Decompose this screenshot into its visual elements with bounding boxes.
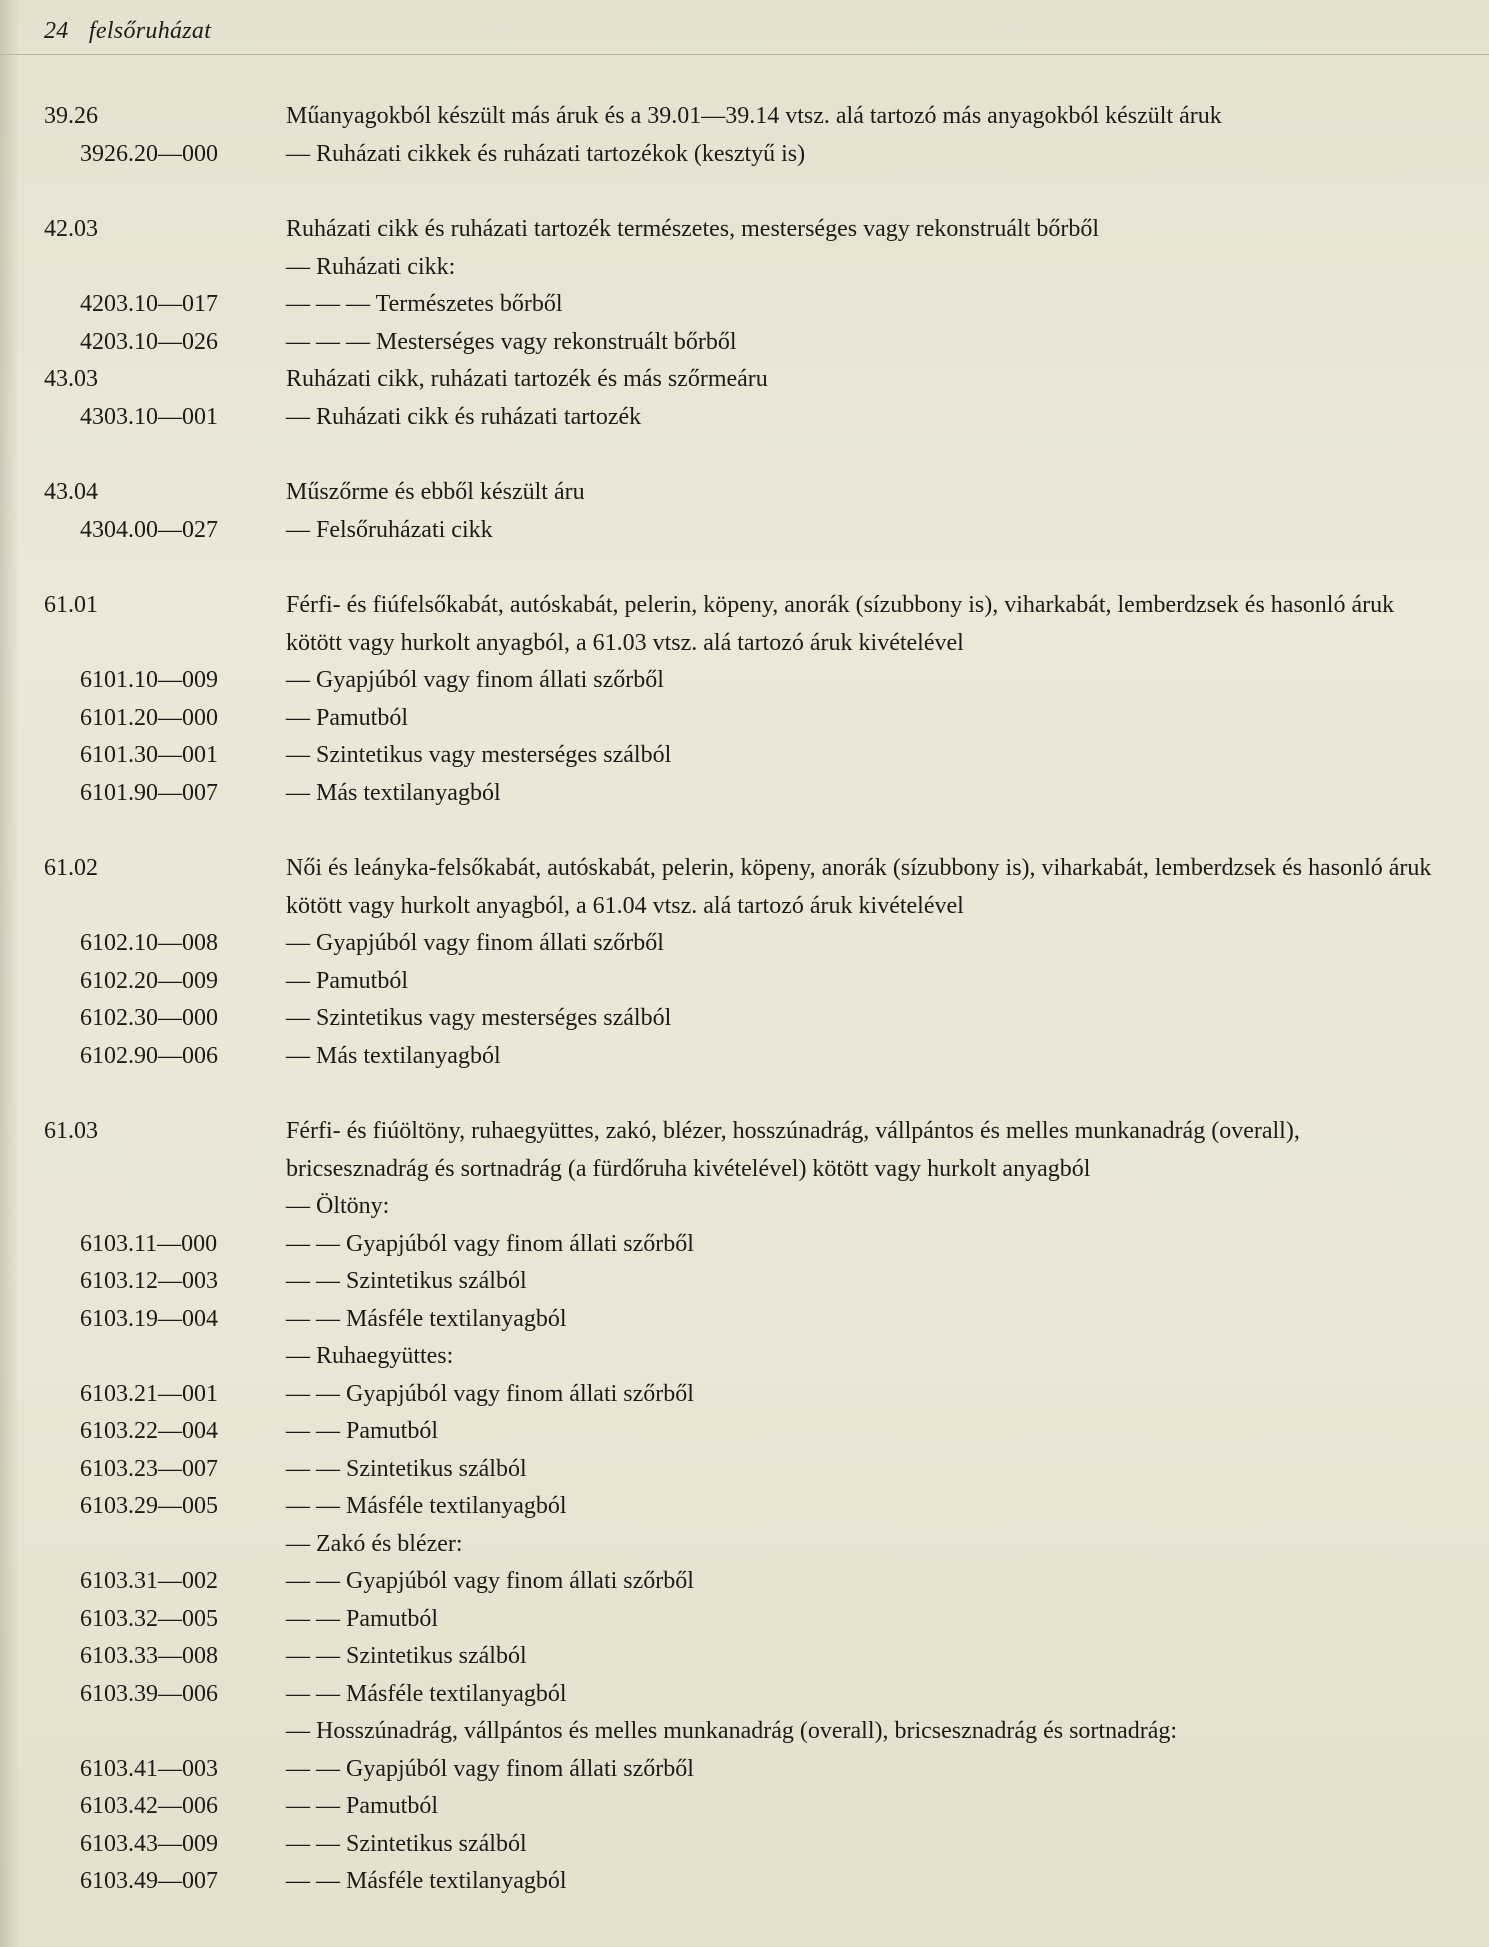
indent-dashes: — — (286, 1793, 346, 1819)
tariff-description (286, 1526, 1446, 1564)
indent-dashes: — (286, 667, 316, 693)
tariff-code: 61.03 (44, 1118, 98, 1144)
tariff-code: 61.01 (44, 592, 98, 618)
indent-dashes: — — (286, 1455, 346, 1482)
description-text: Pamutból (346, 1418, 439, 1444)
description-text: Szintetikus szálból (346, 1268, 527, 1294)
indent-dashes: — (286, 930, 316, 956)
description-text: Más textilanyagból (316, 779, 501, 806)
tariff-subitem-row (0, 1263, 1489, 1301)
tariff-subitem-row (0, 399, 1489, 437)
tariff-description (286, 850, 1446, 925)
tariff-code: 6101.10—009 (80, 667, 218, 693)
description-text: Ruházati cikk és ruházati tartozék természetes, mesterséges vagy rekonstruált bőrből (286, 216, 1100, 242)
indent-dashes: — — (286, 1380, 346, 1407)
description-text: Zakó és blézer: (316, 1530, 463, 1557)
indent-dashes: — — (286, 1830, 346, 1857)
indent-dashes: — (286, 779, 316, 806)
tariff-description (286, 1451, 1446, 1489)
tariff-subitem-row (0, 1638, 1489, 1676)
tariff-description (286, 399, 1446, 437)
indent-dashes: — (286, 742, 316, 768)
tariff-code: 6103.43—009 (80, 1830, 218, 1857)
description-text: Ruházati cikk, ruházati tartozék és más szőrmeáru (286, 366, 768, 392)
tariff-description (286, 1000, 1446, 1038)
tariff-subitem-row (0, 1788, 1489, 1826)
tariff-heading-row (0, 98, 1489, 136)
indent-dashes: — — — (286, 291, 376, 317)
indent-dashes: — (286, 403, 316, 430)
description-text: Gyapjúból vagy finom állati szőrből (346, 1230, 694, 1257)
indent-dashes: — (286, 1718, 316, 1744)
tariff-subitem-row (0, 1826, 1489, 1864)
tariff-heading-row (0, 361, 1489, 399)
tariff-description (286, 98, 1446, 136)
description-text: Másféle textilanyagból (346, 1493, 567, 1519)
tariff-description (286, 512, 1446, 550)
tariff-description (286, 1713, 1446, 1751)
indent-dashes: — (286, 516, 316, 543)
tariff-code: 43.04 (44, 479, 98, 505)
tariff-description (286, 1038, 1446, 1076)
tariff-description (286, 700, 1446, 738)
indent-dashes: — (286, 704, 316, 731)
tariff-description (286, 474, 1446, 512)
indent-dashes: — (286, 1005, 316, 1031)
indent-dashes: — — — (286, 328, 376, 355)
tariff-code: 6103.33—008 (80, 1643, 218, 1669)
tariff-code: 6102.90—006 (80, 1042, 218, 1069)
tariff-code: 6103.21—001 (80, 1380, 218, 1407)
tariff-subitem-row (0, 700, 1489, 738)
description-text: Pamutból (346, 1793, 439, 1819)
description-text: Természetes bőrből (375, 291, 563, 317)
tariff-subitem-row (0, 136, 1489, 174)
tariff-code: 6103.29—005 (80, 1493, 218, 1519)
description-text: Ruházati cikk: (316, 253, 456, 280)
tariff-description (286, 737, 1446, 775)
tariff-description (286, 136, 1446, 174)
description-text: Gyapjúból vagy finom állati szőrből (316, 930, 664, 956)
tariff-code: 6101.20—000 (80, 704, 218, 731)
indent-dashes: — (286, 1042, 316, 1069)
description-text: Ruhaegyüttes: (316, 1343, 454, 1369)
indent-dashes: — (286, 1193, 316, 1219)
indent-dashes: — (286, 1530, 316, 1557)
tariff-listing (0, 98, 1489, 1901)
tariff-subitem-row (0, 925, 1489, 963)
indent-dashes: — — (286, 1268, 346, 1294)
description-text: Ruházati cikkek és ruházati tartozékok (kesztyű is) (316, 140, 806, 167)
tariff-code: 43.03 (44, 366, 98, 392)
tariff-description (286, 361, 1446, 399)
tariff-code: 42.03 (44, 216, 98, 242)
tariff-code: 6102.30—000 (80, 1005, 218, 1031)
tariff-code: 6102.20—009 (80, 967, 218, 994)
tariff-subitem-row (0, 1338, 1489, 1376)
page-number: 24 (44, 18, 69, 44)
description-text: Férfi- és fiúfelsőkabát, autóskabát, pelerin, köpeny, anorák (sízubbony is), viharkabát, lemberdzsek és hasonló áruk kötött vagy hurkolt anyagból, a 61.03 vtsz. alá tartozó áruk kivételével (286, 592, 1395, 656)
tariff-subitem-row (0, 1038, 1489, 1076)
tariff-heading-row (0, 850, 1489, 925)
tariff-subitem-row (0, 775, 1489, 813)
tariff-description (286, 1563, 1446, 1601)
indent-dashes: — — (286, 1605, 346, 1632)
tariff-code: 6103.11—000 (80, 1230, 218, 1257)
tariff-code: 6102.10—008 (80, 930, 218, 956)
tariff-code: 6103.39—006 (80, 1680, 218, 1707)
tariff-description (286, 1226, 1446, 1264)
tariff-code: 3926.20—000 (80, 140, 218, 167)
tariff-description (286, 1601, 1446, 1639)
tariff-description (286, 1638, 1446, 1676)
description-text: Műanyagokból készült más áruk és a 39.01—39.14 vtsz. alá tartozó más anyagokból készült áruk (286, 103, 1222, 129)
description-text: Ruházati cikk és ruházati tartozék (316, 403, 642, 430)
tariff-description (286, 1788, 1446, 1826)
tariff-description (286, 1676, 1446, 1714)
description-text: Női és leányka-felsőkabát, autóskabát, pelerin, köpeny, anorák (sízubbony is), viharkabát, lemberdzsek és hasonló áruk kötött vagy hurkolt anyagból, a 61.04 vtsz. alá tartozó áruk kivételével (286, 855, 1432, 919)
description-text: Szintetikus vagy mesterséges szálból (316, 742, 672, 768)
tariff-description (286, 1863, 1446, 1901)
tariff-subitem-row (0, 286, 1489, 324)
tariff-code: 6103.42—006 (80, 1793, 218, 1819)
tariff-subitem-row (0, 963, 1489, 1001)
tariff-code: 39.26 (44, 103, 98, 129)
description-text: Pamutból (316, 704, 409, 731)
tariff-code: 6103.19—004 (80, 1305, 218, 1332)
tariff-subitem-row (0, 662, 1489, 700)
tariff-heading-row (0, 1113, 1489, 1188)
tariff-description (286, 1301, 1446, 1339)
tariff-code: 6103.32—005 (80, 1605, 218, 1632)
tariff-description (286, 1751, 1446, 1789)
tariff-description (286, 1263, 1446, 1301)
tariff-description (286, 925, 1446, 963)
tariff-subitem-row (0, 1000, 1489, 1038)
tariff-description (286, 1113, 1446, 1188)
tariff-subitem-row (0, 1226, 1489, 1264)
indent-dashes: — — (286, 1305, 346, 1332)
tariff-subitem-row (0, 249, 1489, 287)
indent-dashes: — — (286, 1643, 346, 1669)
tariff-subitem-row (0, 1601, 1489, 1639)
tariff-code: 4203.10—026 (80, 328, 218, 355)
tariff-description (286, 1338, 1446, 1376)
header-rule (0, 54, 1489, 55)
indent-dashes: — — (286, 1230, 346, 1257)
tariff-description (286, 211, 1446, 249)
tariff-subitem-row (0, 1863, 1489, 1901)
description-text: Férfi- és fiúöltöny, ruhaegyüttes, zakó, blézer, hosszúnadrág, vállpántos és melles munkanadrág (overall), bricsesznadrág és sortnadrág (a fürdőruha kivételével) kötött vagy hurkolt anyagból (286, 1118, 1300, 1182)
tariff-subitem-row (0, 324, 1489, 362)
description-text: Más textilanyagból (316, 1042, 501, 1069)
description-text: Gyapjúból vagy finom állati szőrből (346, 1568, 694, 1594)
description-text: Másféle textilanyagból (346, 1305, 567, 1332)
description-text: Szintetikus vagy mesterséges szálból (316, 1005, 672, 1031)
description-text: Szintetikus szálból (346, 1455, 527, 1482)
indent-dashes: — — (286, 1568, 346, 1594)
description-text: Gyapjúból vagy finom állati szőrből (346, 1755, 694, 1782)
tariff-code: 6103.31—002 (80, 1568, 218, 1594)
indent-dashes: — (286, 967, 316, 994)
tariff-code: 4203.10—017 (80, 291, 218, 317)
indent-dashes: — — (286, 1755, 346, 1782)
tariff-code: 6103.22—004 (80, 1418, 218, 1444)
description-text: Másféle textilanyagból (346, 1868, 567, 1894)
tariff-subitem-row (0, 737, 1489, 775)
description-text: Gyapjúból vagy finom állati szőrből (316, 667, 664, 693)
indent-dashes: — — (286, 1418, 346, 1444)
tariff-code: 6101.90—007 (80, 779, 218, 806)
indent-dashes: — (286, 1343, 316, 1369)
description-text: Gyapjúból vagy finom állati szőrből (346, 1380, 694, 1407)
tariff-subitem-row (0, 1526, 1489, 1564)
tariff-code: 4304.00—027 (80, 516, 218, 543)
tariff-code: 4303.10—001 (80, 403, 218, 430)
description-text: Pamutból (346, 1605, 439, 1632)
tariff-heading-row (0, 474, 1489, 512)
tariff-description (286, 1188, 1446, 1226)
tariff-description (286, 249, 1446, 287)
tariff-subitem-row (0, 1188, 1489, 1226)
tariff-description (286, 1488, 1446, 1526)
tariff-subitem-row (0, 1488, 1489, 1526)
tariff-description (286, 587, 1446, 662)
tariff-code: 6103.49—007 (80, 1868, 218, 1894)
description-text: Szintetikus szálból (346, 1830, 527, 1857)
tariff-description (286, 286, 1446, 324)
tariff-code: 6103.23—007 (80, 1455, 218, 1482)
tariff-heading-row (0, 211, 1489, 249)
tariff-subitem-row (0, 1713, 1489, 1751)
tariff-subitem-row (0, 1676, 1489, 1714)
indent-dashes: — — (286, 1868, 346, 1894)
description-text: Műszőrme és ebből készült áru (286, 479, 585, 505)
tariff-subitem-row (0, 1376, 1489, 1414)
tariff-subitem-row (0, 512, 1489, 550)
tariff-subitem-row (0, 1413, 1489, 1451)
tariff-subitem-row (0, 1563, 1489, 1601)
tariff-description (286, 1413, 1446, 1451)
tariff-subitem-row (0, 1751, 1489, 1789)
tariff-description (286, 963, 1446, 1001)
tariff-code: 6103.12—003 (80, 1268, 218, 1294)
description-text: Öltöny: (316, 1193, 390, 1219)
description-text: Szintetikus szálból (346, 1643, 527, 1669)
tariff-description (286, 1376, 1446, 1414)
description-text: Mesterséges vagy rekonstruált bőrből (376, 328, 737, 355)
tariff-code: 6103.41—003 (80, 1755, 218, 1782)
indent-dashes: — (286, 140, 316, 167)
page-header (44, 18, 211, 52)
description-text: Másféle textilanyagból (346, 1680, 567, 1707)
description-text: Pamutból (316, 967, 409, 994)
description-text: Felsőruházati cikk (316, 516, 493, 543)
tariff-description (286, 775, 1446, 813)
tariff-subitem-row (0, 1451, 1489, 1489)
tariff-subitem-row (0, 1301, 1489, 1339)
running-title: felsőruházat (88, 18, 212, 44)
description-text: Hosszúnadrág, vállpántos és melles munkanadrág (overall), bricsesznadrág és sortnadrág: (316, 1718, 1178, 1744)
indent-dashes: — — (286, 1493, 346, 1519)
indent-dashes: — (286, 253, 316, 280)
indent-dashes: — — (286, 1680, 346, 1707)
tariff-code: 6101.30—001 (80, 742, 218, 768)
tariff-code: 61.02 (44, 855, 98, 881)
tariff-description (286, 1826, 1446, 1864)
tariff-description (286, 662, 1446, 700)
tariff-description (286, 324, 1446, 362)
tariff-heading-row (0, 587, 1489, 662)
